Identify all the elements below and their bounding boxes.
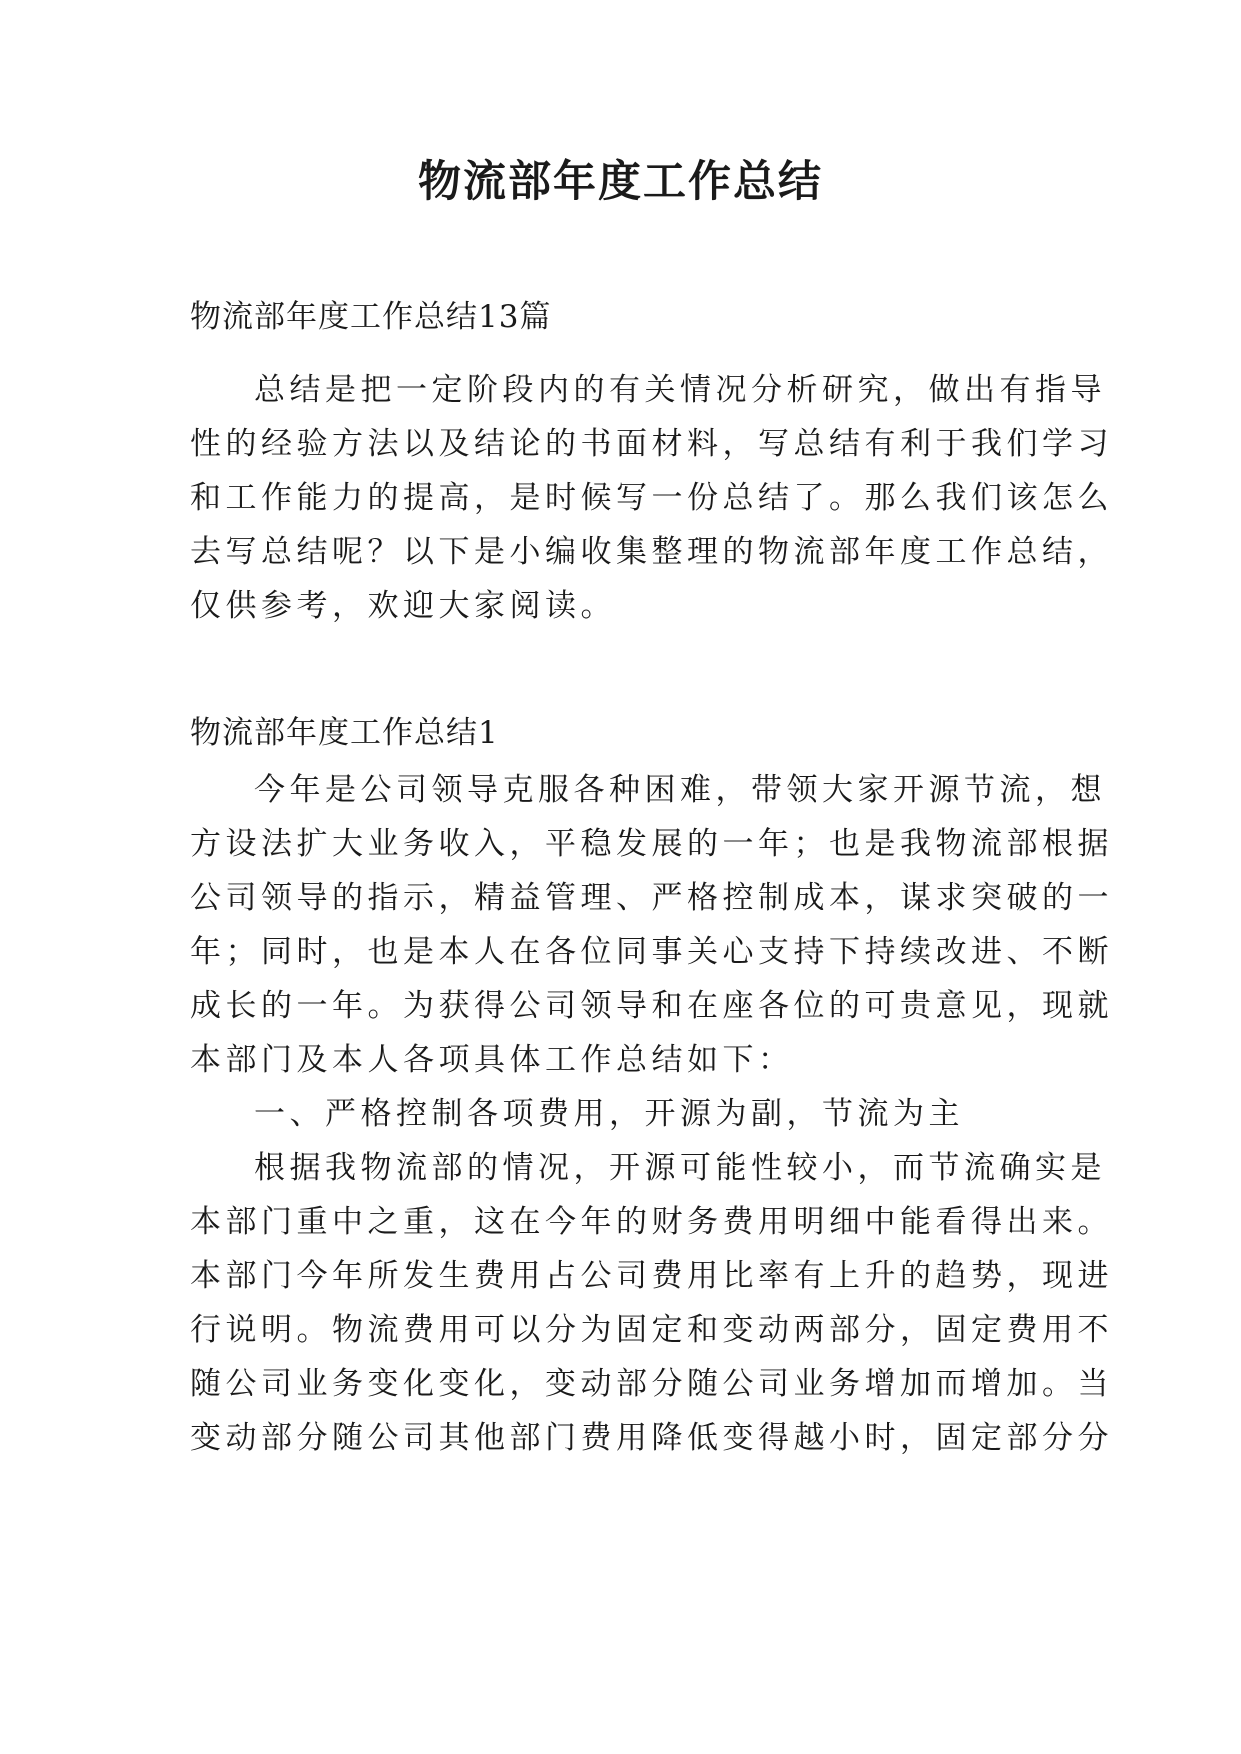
intro-line: 和工作能力的提高，是时候写一份总结了。那么我们该怎么 [190,480,1113,516]
body-line: 行说明。物流费用可以分为固定和变动两部分，固定费用不 [190,1312,1113,1348]
intro-line: 总结是把一定阶段内的有关情况分析研究，做出有指导 [254,372,1106,408]
intro-line: 仅供参考，欢迎大家阅读。 [190,588,616,624]
subsection-heading: 一、严格控制各项费用，开源为副，节流为主 [254,1096,964,1132]
body-line: 随公司业务变化变化，变动部分随公司业务增加而增加。当 [190,1366,1113,1402]
intro-line: 性的经验方法以及结论的书面材料，写总结有利于我们学习 [190,426,1113,462]
body-line: 根据我物流部的情况，开源可能性较小，而节流确实是 [254,1150,1106,1186]
body-line: 本部门今年所发生费用占公司费用比率有上升的趋势，现进 [190,1258,1113,1294]
body-line: 今年是公司领导克服各种困难，带领大家开源节流，想 [254,772,1106,808]
document-title: 物流部年度工作总结 [418,157,823,207]
body-line: 变动部分随公司其他部门费用降低变得越小时，固定部分分 [190,1420,1113,1456]
body-line: 公司领导的指示，精益管理、严格控制成本，谋求突破的一 [190,880,1113,916]
document-subtitle: 物流部年度工作总结13篇 [190,299,552,335]
body-line: 本部门及本人各项具体工作总结如下： [190,1042,794,1078]
body-line: 方设法扩大业务收入，平稳发展的一年；也是我物流部根据 [190,826,1113,862]
body-line: 本部门重中之重，这在今年的财务费用明细中能看得出来。 [190,1204,1113,1240]
body-line: 成长的一年。为获得公司领导和在座各位的可贵意见，现就 [190,988,1113,1024]
intro-line: 去写总结呢？以下是小编收集整理的物流部年度工作总结， [190,534,1113,570]
body-line: 年；同时，也是本人在各位同事关心支持下持续改进、不断 [190,934,1113,970]
section-heading: 物流部年度工作总结1 [190,715,499,751]
